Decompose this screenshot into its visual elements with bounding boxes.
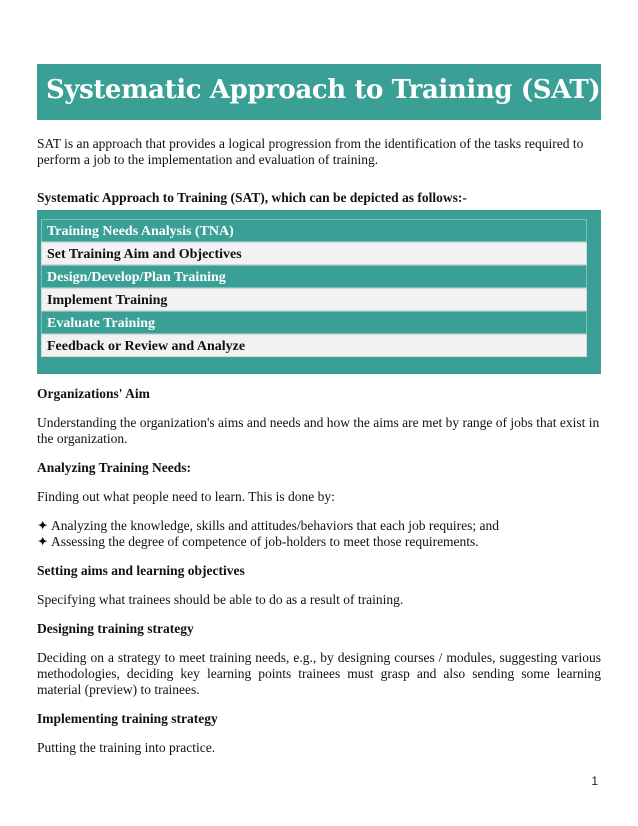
page-number: 1 bbox=[591, 774, 598, 788]
section-heading-implement: Implementing training strategy bbox=[37, 711, 218, 726]
section-text-design: Deciding on a strategy to meet training needs, e.g., by designing courses / modules, suggesting various methodologies, deciding key learning points trainees must grasp and also sending some learning material (preview) to trainees. bbox=[37, 650, 601, 697]
step-row: Design/Develop/Plan Training bbox=[41, 265, 587, 288]
step-row: Training Needs Analysis (TNA) bbox=[41, 219, 587, 242]
depicted-heading: Systematic Approach to Training (SAT), which can be depicted as follows:- bbox=[37, 190, 467, 205]
sat-steps-box bbox=[37, 210, 601, 374]
page-title: Systematic Approach to Training (SAT) bbox=[46, 75, 601, 105]
title-banner bbox=[37, 64, 601, 120]
section-heading-aims: Setting aims and learning objectives bbox=[37, 563, 245, 578]
section-text-aims: Specifying what trainees should be able to do as a result of training. bbox=[37, 592, 404, 607]
section-heading-org-aim: Organizations' Aim bbox=[37, 386, 150, 401]
intro-paragraph: SAT is an approach that provides a logical progression from the identification of the tasks required to perform a job to the implementation and evaluation of training. bbox=[37, 136, 584, 167]
section-heading-design: Designing training strategy bbox=[37, 621, 194, 636]
section-text-needs: Finding out what people need to learn. This is done by: bbox=[37, 489, 335, 504]
step-row: Feedback or Review and Analyze bbox=[41, 334, 587, 357]
bullet-item: ✦ Analyzing the knowledge, skills and attitudes/behaviors that each job requires; and bbox=[37, 518, 499, 533]
section-heading-needs: Analyzing Training Needs: bbox=[37, 460, 192, 475]
step-row: Set Training Aim and Objectives bbox=[41, 242, 587, 265]
body-sections bbox=[37, 386, 601, 756]
step-row: Evaluate Training bbox=[41, 311, 587, 334]
section-text-org-aim: Understanding the organization's aims and needs and how the aims are met by range of jobs that exist in the organization. bbox=[37, 415, 600, 446]
bullet-item: ✦ Assessing the degree of competence of job-holders to meet those requirements. bbox=[37, 534, 479, 549]
step-row: Implement Training bbox=[41, 288, 587, 311]
section-text-implement: Putting the training into practice. bbox=[37, 740, 216, 755]
intro-block bbox=[37, 136, 601, 206]
